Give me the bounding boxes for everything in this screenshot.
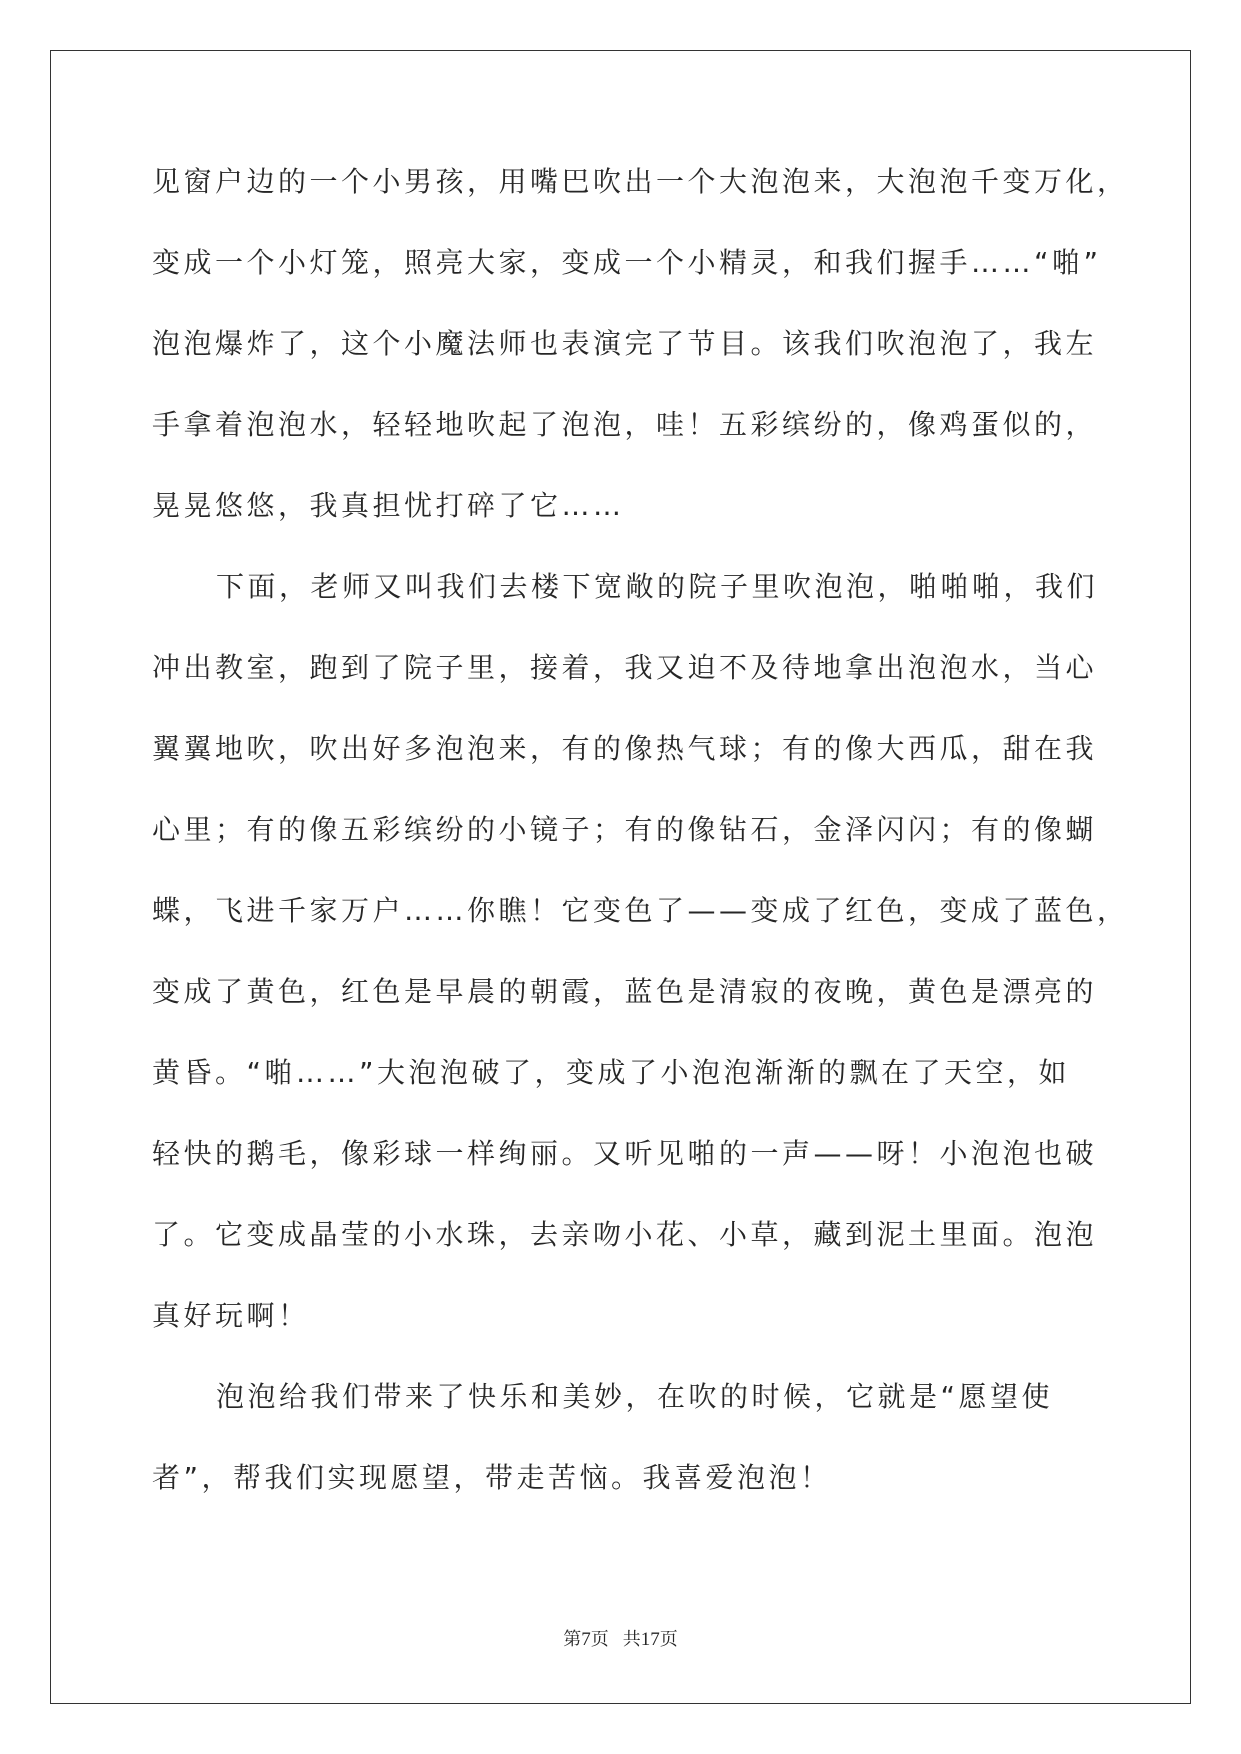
text-line: 见窗户边的一个小男孩，用嘴巴吹出一个大泡泡来，大泡泡千变万化， bbox=[152, 165, 1129, 198]
page-footer bbox=[0, 1625, 1241, 1651]
footer-page-prefix: 第 bbox=[563, 1629, 582, 1650]
text-line: 黄昏。“啪……”大泡泡破了，变成了小泡泡渐渐的飘在了天空，如 bbox=[152, 1056, 1071, 1089]
footer-total-suffix: 页 bbox=[659, 1629, 678, 1650]
text-line: 手拿着泡泡水，轻轻地吹起了泡泡，哇！五彩缤纷的，像鸡蛋似的， bbox=[152, 408, 1098, 441]
text-line: 泡泡给我们带来了快乐和美妙，在吹的时候，它就是“愿望使 bbox=[216, 1380, 1054, 1413]
essay-body bbox=[152, 152, 1129, 1529]
footer-total-number: 17 bbox=[640, 1629, 660, 1650]
text-line: 蝶，飞进千家万户……你瞧！它变色了——变成了红色，变成了蓝色， bbox=[152, 894, 1129, 927]
footer-page-number: 7 bbox=[581, 1629, 591, 1650]
text-line: 下面，老师又叫我们去楼下宽敞的院子里吹泡泡，啪啪啪，我们 bbox=[216, 570, 1099, 603]
text-line: 冲出教室，跑到了院子里，接着，我又迫不及待地拿出泡泡水，当心 bbox=[152, 651, 1098, 684]
text-line: 轻快的鹅毛，像彩球一样绚丽。又听见啪的一声——呀！小泡泡也破 bbox=[152, 1137, 1098, 1170]
text-line: 者”，帮我们实现愿望，带走苦恼。我喜爱泡泡！ bbox=[152, 1461, 832, 1494]
text-line: 了。它变成晶莹的小水珠，去亲吻小花、小草，藏到泥土里面。泡泡 bbox=[152, 1218, 1098, 1251]
text-line: 变成了黄色，红色是早晨的朝霞，蓝色是清寂的夜晚，黄色是漂亮的 bbox=[152, 975, 1098, 1008]
text-line: 翼翼地吹，吹出好多泡泡来，有的像热气球；有的像大西瓜，甜在我 bbox=[152, 732, 1098, 765]
text-line: 心里；有的像五彩缤纷的小镜子；有的像钻石，金泽闪闪；有的像蝴 bbox=[152, 813, 1098, 846]
text-line: 变成一个小灯笼，照亮大家，变成一个小精灵，和我们握手……“啪” bbox=[152, 246, 1102, 279]
text-line: 真好玩啊！ bbox=[152, 1299, 310, 1332]
footer-total-prefix: 共 bbox=[622, 1629, 641, 1650]
footer-page-suffix: 页 bbox=[590, 1629, 609, 1650]
text-line: 晃晃悠悠，我真担忧打碎了它…… bbox=[152, 489, 625, 522]
text-line: 泡泡爆炸了，这个小魔法师也表演完了节目。该我们吹泡泡了，我左 bbox=[152, 327, 1098, 360]
